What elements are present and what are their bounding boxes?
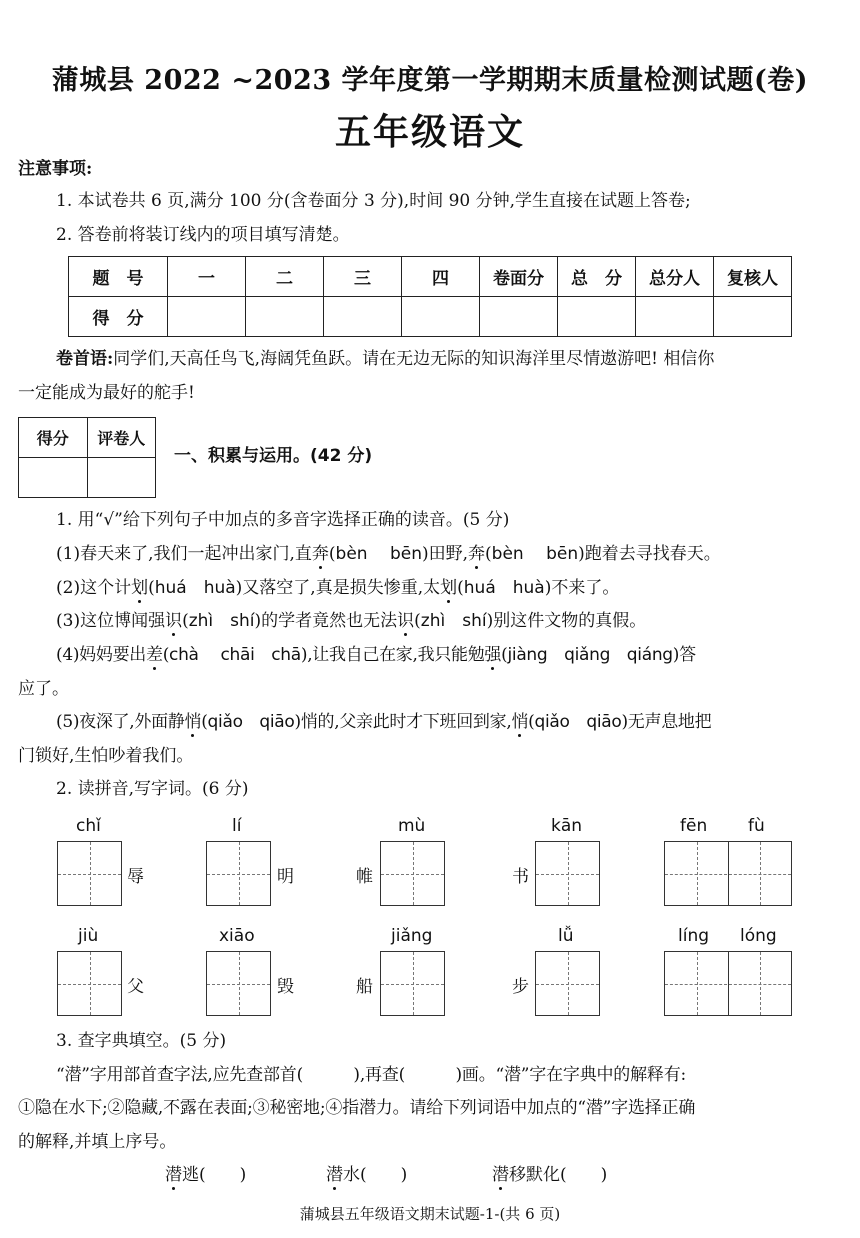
score-input-cell[interactable]: [480, 297, 558, 337]
word-char: 步: [512, 977, 529, 997]
score-table-header-row: [69, 257, 792, 297]
pinyin-label: mù: [398, 816, 426, 836]
word-char: 毁: [277, 977, 294, 997]
score-cell-label: 题 号: [69, 257, 168, 297]
pinyin-label: jiǎng: [391, 926, 433, 946]
note-item-1: 1. 本试卷共 6 页,满分 100 分(含卷面分 3 分),时间 90 分钟,学生直接在试题上答卷;: [56, 191, 691, 211]
pinyin-options[interactable]: qiǎo qiāo: [534, 712, 622, 732]
pinyin-label: kān: [551, 816, 583, 836]
writing-box[interactable]: [535, 841, 600, 906]
word-char: 帷: [356, 867, 373, 887]
score-input-cell[interactable]: [324, 297, 402, 337]
score-input-cell[interactable]: [558, 297, 636, 337]
score-cell-part2: 二: [246, 257, 324, 297]
q3-title: 3. 查字典填空。(5 分): [56, 1031, 227, 1051]
dotted-char: 潜: [492, 1165, 509, 1185]
pinyin-label: xiāo: [219, 926, 255, 946]
q3-line-3: 的解释,并填上序号。: [18, 1132, 177, 1152]
pinyin-options[interactable]: huá huà: [154, 578, 236, 598]
score-input-cell[interactable]: [714, 297, 792, 337]
writing-box-double[interactable]: [664, 841, 792, 906]
page-footer: 蒲城县五年级语文期末试题-1-(共 6 页): [299, 1205, 561, 1223]
score-cell-neatness: 卷面分: [480, 257, 558, 297]
writing-box[interactable]: [535, 951, 600, 1016]
q2-title: 2. 读拼音,写字词。(6 分): [56, 779, 249, 799]
score-cell-reviewer: 复核人: [714, 257, 792, 297]
score-table: [68, 256, 792, 337]
pinyin-label: fēn: [680, 816, 708, 836]
writing-box-double[interactable]: [664, 951, 792, 1016]
q3-line-2: ①隐在水下;②隐藏,不露在表面;③秘密地;④指潜力。请给下列词语中加点的“潜”字选择正确: [18, 1098, 696, 1118]
pinyin-label: lǚ: [558, 926, 574, 946]
grader-score-label: 得分: [19, 418, 88, 458]
score-cell-part1: 一: [168, 257, 246, 297]
preface-label: 卷首语:: [56, 349, 114, 369]
writing-box[interactable]: [206, 951, 271, 1016]
q3-line-1: “潜”字用部首查字法,应先查部首( ),再查( )画。“潜”字在字典中的解释有:: [56, 1065, 687, 1085]
pinyin-label: líng: [678, 926, 710, 946]
score-cell-part3: 三: [324, 257, 402, 297]
pinyin-options[interactable]: qiǎo qiāo: [207, 712, 295, 732]
pinyin-label: fù: [748, 816, 765, 836]
pinyin-options[interactable]: bèn bēn: [335, 544, 422, 564]
q3-word-3[interactable]: 潜移默化( ): [492, 1165, 608, 1185]
q1-sentence-4: (4)妈妈要出差(chà chāi chā),让我自己在家,我只能勉强(jiàng qiǎng qiáng)答: [56, 645, 696, 665]
score-row-label: 得 分: [69, 297, 168, 337]
pinyin-options[interactable]: jiàng qiǎng qiáng: [507, 645, 673, 665]
preface-text: 同学们,天高任鸟飞,海阔凭鱼跃。请在无边无际的知识海洋里尽情遨游吧! 相信你: [113, 349, 715, 369]
subject-title: 五年级语文: [334, 112, 525, 153]
pinyin-options[interactable]: chà chāi chā: [169, 645, 301, 665]
writing-box[interactable]: [380, 951, 445, 1016]
pinyin-label: lí: [232, 816, 242, 836]
pinyin-label: jiù: [78, 926, 99, 946]
preface-line-1: [56, 348, 714, 370]
q1-title: 1. 用“√”给下列句子中加点的多音字选择正确的读音。(5 分): [56, 510, 510, 530]
grader-name-label: 评卷人: [87, 418, 156, 458]
word-char: 父: [127, 977, 144, 997]
score-input-cell[interactable]: [246, 297, 324, 337]
grader-table: [18, 417, 156, 498]
pinyin-options[interactable]: zhì shí: [420, 611, 487, 631]
preface-line-2: 一定能成为最好的舵手!: [18, 383, 195, 403]
score-cell-tallier: 总分人: [636, 257, 714, 297]
q1-sentence-4-cont: 应了。: [18, 679, 69, 699]
dotted-char: 划: [131, 578, 149, 598]
dotted-char: 差: [145, 645, 163, 665]
q1-sentence-2: (2)这个计划(huá huà)又落空了,真是损失惨重,太划(huá huà)不来了。: [56, 578, 620, 598]
writing-box[interactable]: [57, 951, 122, 1016]
q3-word-1[interactable]: 潜逃( ): [165, 1165, 247, 1185]
grader-name-cell[interactable]: [87, 458, 156, 498]
notes-heading: 注意事项:: [18, 159, 93, 179]
word-char: 辱: [127, 867, 144, 887]
dotted-char: 奔: [311, 544, 329, 564]
word-char: 书: [512, 867, 529, 887]
score-table-score-row: [69, 297, 792, 337]
score-cell-total: 总 分: [558, 257, 636, 297]
dotted-char: 识: [165, 611, 183, 631]
word-char: 船: [356, 977, 373, 997]
writing-box[interactable]: [206, 841, 271, 906]
score-input-cell[interactable]: [402, 297, 480, 337]
score-input-cell[interactable]: [168, 297, 246, 337]
q1-sentence-5: (5)夜深了,外面静悄(qiǎo qiāo)悄的,父亲此时才下班回到家,悄(qiǎo qiāo)无声息地把: [56, 712, 712, 732]
q1-sentence-3: (3)这位博闻强识(zhì shí)的学者竟然也无法识(zhì shí)别这件文物的真假。: [56, 611, 647, 631]
dotted-char: 悄: [511, 712, 529, 732]
score-cell-part4: 四: [402, 257, 480, 297]
dotted-char: 强: [484, 645, 502, 665]
pinyin-label: chǐ: [76, 816, 101, 836]
score-input-cell[interactable]: [636, 297, 714, 337]
note-item-2: 2. 答卷前将装订线内的项目填写清楚。: [56, 225, 350, 245]
pinyin-label: lóng: [740, 926, 777, 946]
section-1-title: 一、积累与运用。(42 分): [174, 446, 373, 466]
q1-sentence-1: (1)春天来了,我们一起冲出家门,直奔(bèn bēn)田野,奔(bèn bēn)跑着去寻找春天。: [56, 544, 721, 564]
q1-sentence-5-cont: 门锁好,生怕吵着我们。: [18, 746, 194, 766]
dotted-char: 潜: [165, 1165, 182, 1185]
word-char: 明: [277, 867, 294, 887]
pinyin-options[interactable]: huá huà: [463, 578, 545, 598]
dotted-char: 识: [397, 611, 415, 631]
pinyin-options[interactable]: bèn bēn: [491, 544, 579, 564]
dotted-char: 划: [440, 578, 458, 598]
dotted-char: 悄: [184, 712, 202, 732]
dotted-char: 奔: [468, 544, 486, 564]
exam-title: 蒲城县 2022 ~2023 学年度第一学期期末质量检测试题(卷): [51, 65, 809, 96]
writing-box[interactable]: [380, 841, 445, 906]
writing-box[interactable]: [57, 841, 122, 906]
dotted-char: 潜: [326, 1165, 343, 1185]
pinyin-options[interactable]: zhì shí: [188, 611, 255, 631]
grader-score-cell[interactable]: [19, 458, 88, 498]
q3-word-2[interactable]: 潜水( ): [326, 1165, 408, 1185]
